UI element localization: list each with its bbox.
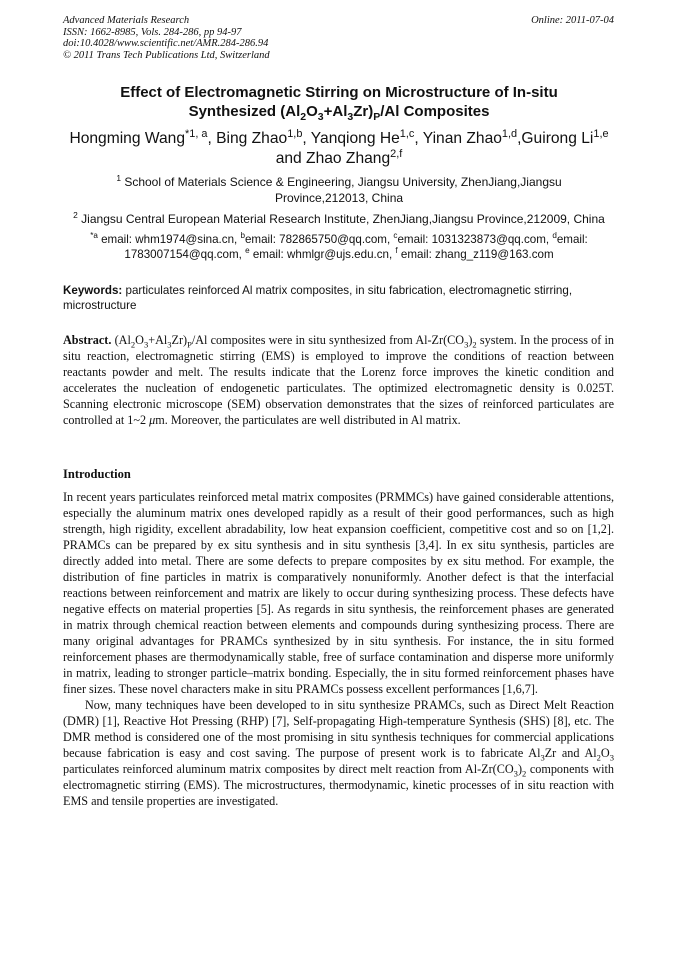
section-heading-introduction: Introduction: [63, 467, 131, 481]
online-date: Online: 2011-07-04: [531, 15, 614, 26]
title-line-2: Synthesized $(Al_2O_3+Al_3Zr)_P/Al$ Composites: [188, 103, 490, 123]
paragraph: In recent years particulates reinforced metal matrix composites (PRMMCs) have gained considerable attentions, especially the aluminum matrix ones developed rapidly as a result of their good performances, such as high strength, high rigidity, excellent abradability, low heat expansion coefficient, competitive cost and so on [1,2]. PRAMCs can be prepared by ex situ synthesis and in situ synthesis [3,4]. In ex situ synthesis, particles are directly added into metal. There are some defects to prepare composites by ex situ method. For example, the distribution of fine particles in matrix is comparatively nonuniformly. Another defect is that the interfacial reactions between reinforcement and matrix are likely to occur during synthesizing process. These defects have negative effects on material properties [5]. As regards in situ synthesis, the reinforcement phases are generated in matrix through chemical reaction between elements and compounds during synthesizing process. There are many original advantages for PRAMCs synthesized by in situ synthesis. For instance, the in situ formed reinforcement phases are thermodynamically stable, free of surface contamination and disperse more uniformly in matrix, leading to stronger particle–matrix bonding. Especially, the in situ formed reinforcement phases have finer sizes. These novel characters make in situ PRAMCs possess excellent performances [1,6,7].: [63, 490, 614, 696]
copyright-line: © 2011 Trans Tech Publications Ltd, Switzerland: [63, 49, 270, 61]
paper-title: [63, 83, 615, 121]
doi-link[interactable]: doi:10.4028/www.scientific.net/AMR.284-286.94: [63, 38, 269, 49]
keywords: [63, 283, 615, 313]
keywords-label: Keywords:: [63, 284, 123, 297]
paragraph: Now, many techniques have been developed to in situ synthesize PRAMCs, such as Direct Melt Reaction (DMR) [1], Reactive Hot Pressing (RHP) [7], Self-propagating High-temperature Synthesis (SHS) [8], etc. The DMR method is considered one of the most promising in situ synthesis techniques for commercial applications because fabrication is easy and cost saving. The purpose of present work is to fabricate $Al_3Zr$ and $Al_2O_3$ particulates reinforced aluminum matrix composites by direct melt reaction from $Al-Zr(CO_3)_2$ components with electromagnetic stirring (EMS). The microstructures, thermodynamic, kinetic processes of in situ reaction with EMS and tensile properties are investigated.: [63, 698, 614, 808]
author-list: Hongming Wang$^{*1, a}$, Bing Zhao$^{1,b}$, Yanqiong He$^{1,c}$, Yinan Zhao$^{1,d}$,Guirong Li$^{1,e}$ and Zhao Zhang$^{2,f}$: [69, 127, 609, 167]
introduction-body: [63, 489, 614, 809]
title-line-1: Effect of Electromagnetic Stirring on Microstructure of In-situ: [120, 84, 558, 101]
abstract: Abstract. $(Al_2O_3+Al_3Zr)_P/Al$ composites were in situ synthesized from $Al-Zr(CO_3)_2$ system. In the process of in situ reaction, electromagnetic stirring (EMS) is employed to improve the conditions of reaction between reactants powder and melt. The results indicate that the Lorenz force improves the kinetic condition and accelerates the nucleation of endogenetic particulates. The optimized electromagnetic density is 0.025T. Scanning electronic microscope (SEM) observation demonstrates that the sizes of reinforced particulates are controlled at 1~2 μm. Moreover, the particulates are well distributed in Al matrix.: [63, 333, 614, 427]
author-emails: $^{*a}$ email: whm1974@sina.cn, $^b$email: 782865750@qq.com, $^c$email: 1031323873@qq.com, $^d$email: 1783007154@qq.com, $^e$ email: whmlgr@ujs.edu.cn, $^f$ email: zhang_z119@163.com: [90, 231, 588, 261]
issn-volume: ISSN: 1662-8985, Vols. 284-286, pp 94-97: [63, 26, 242, 38]
affiliation-2: $^2$ Jiangsu Central European Material Research Institute, ZhenJiang,Jiangsu Province,212009, China: [73, 210, 605, 226]
running-header: [63, 15, 614, 61]
abstract-label: Abstract.: [63, 333, 112, 347]
affiliation-1: $^1$ School of Materials Science & Engineering, Jiangsu University, ZhenJiang,Jiangsu Province,212013, China: [116, 173, 562, 205]
journal-name: Advanced Materials Research: [63, 15, 190, 26]
keywords-text: particulates reinforced Al matrix composites, in situ fabrication, electromagnetic stirring, microstructure: [63, 284, 573, 312]
